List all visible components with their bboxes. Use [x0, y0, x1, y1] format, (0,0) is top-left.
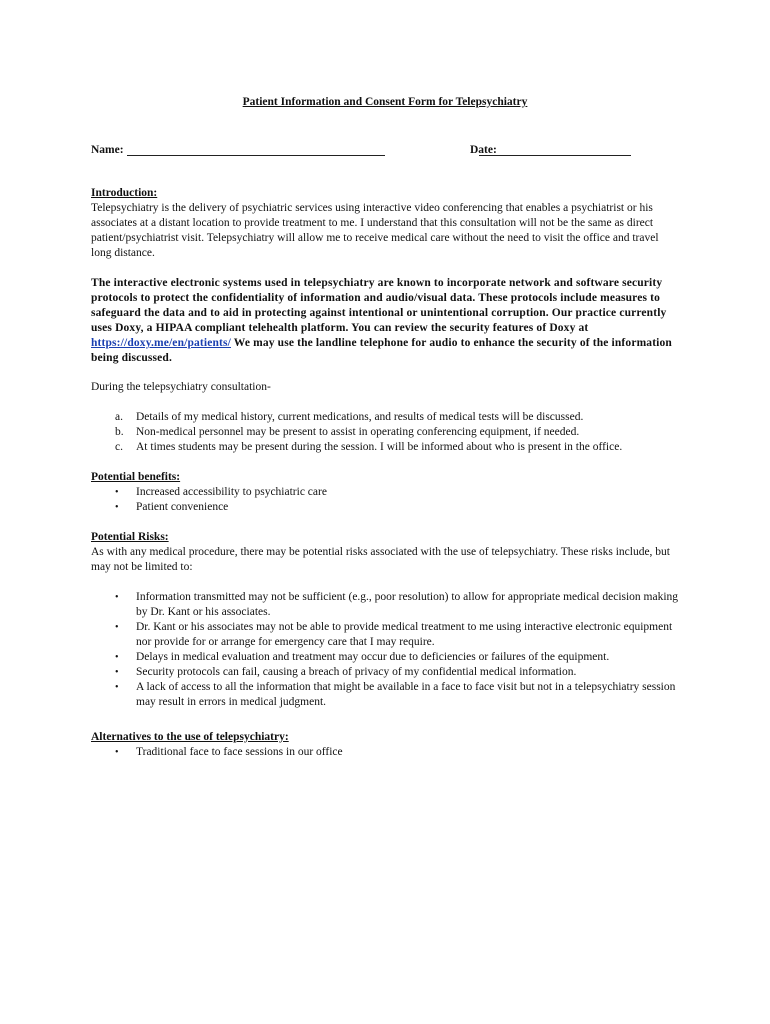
list-item	[91, 410, 681, 425]
security-text-after-link: We may use the landline telephone for audio to enhance the security of the information being discussed.	[91, 337, 672, 364]
list-item	[91, 440, 681, 455]
alternatives-heading: Alternatives to the use of telepsychiatry:	[91, 731, 289, 743]
bullet-icon: •	[115, 502, 119, 513]
list-marker: a.	[115, 411, 123, 423]
list-item-text: A lack of access to all the information that might be available in a face to face visit but not in a telepsychiatry session may result in errors in medical judgment.	[136, 681, 676, 708]
risks-heading: Potential Risks:	[91, 531, 169, 543]
date-label: Date:	[470, 144, 497, 156]
alternatives-section	[91, 730, 681, 760]
list-item-text: Dr. Kant or his associates may not be able to provide medical treatment to me using interactive electronic equipment nor provide for or arrange for emergency care that I may require.	[136, 621, 673, 648]
bullet-icon: •	[115, 682, 119, 693]
list-item	[91, 485, 681, 500]
benefits-section	[91, 470, 681, 515]
bullet-icon: •	[115, 652, 119, 663]
introduction-text: Telepsychiatry is the delivery of psychiatric services using interactive video conferencing that enables a psychiatrist or his associates at a distant location to provide treatment to me. I understand that this consultation will not be the same as direct patient/psychiatrist visit. Telepsychiatry will allow me to receive medical care without the need to visit the office and travel long distance.	[91, 202, 659, 259]
risks-section	[91, 530, 681, 710]
list-item-text: Security protocols can fail, causing a breach of privacy of my confidential medical information.	[136, 666, 577, 678]
benefits-list	[91, 485, 681, 515]
bullet-icon: •	[115, 487, 119, 498]
list-item	[91, 745, 681, 760]
security-text-before-link: The interactive electronic systems used in telepsychiatry are known to incorporate network and software security protocols to protect the confidentiality of information and audio/visual data. These protocols include measures to safeguard the data and to aid in protecting against intentional or unintentional corruption. Our practice currently uses Doxy, a HIPAA compliant telehealth platform. You can review the security features of Doxy at	[91, 277, 667, 334]
bullet-icon: •	[115, 747, 119, 758]
list-item-text: Details of my medical history, current medications, and results of medical tests will be discussed.	[136, 411, 584, 423]
risks-list	[91, 590, 681, 710]
list-item	[91, 650, 681, 665]
date-field-line	[479, 155, 631, 156]
list-item-text: At times students may be present during the session. I will be informed about who is present in the office.	[136, 441, 623, 453]
document-title: Patient Information and Consent Form for Telepsychiatry	[242, 96, 528, 108]
list-item-text: Delays in medical evaluation and treatment may occur due to deficiencies or failures of the equipment.	[136, 651, 610, 663]
list-item-text: Increased accessibility to psychiatric care	[136, 486, 327, 498]
bullet-icon: •	[115, 622, 119, 633]
name-field-line	[127, 155, 385, 156]
introduction-heading: Introduction:	[91, 187, 158, 199]
list-item	[91, 620, 681, 650]
list-item	[91, 425, 681, 440]
list-item	[91, 665, 681, 680]
consultation-intro: During the telepsychiatry consultation-	[91, 381, 271, 393]
list-item-text: Patient convenience	[136, 501, 229, 513]
list-item-text: Information transmitted may not be sufficient (e.g., poor resolution) to allow for appropriate medical decision making by Dr. Kant or his associates.	[136, 591, 679, 618]
alternatives-list	[91, 745, 681, 760]
list-marker: b.	[115, 426, 124, 438]
introduction-section	[91, 186, 681, 261]
bullet-icon: •	[115, 592, 119, 603]
consultation-section	[91, 380, 681, 455]
list-marker: c.	[115, 441, 123, 453]
list-item-text: Traditional face to face sessions in our office	[136, 746, 343, 758]
bullet-icon: •	[115, 667, 119, 678]
list-item-text: Non-medical personnel may be present to assist in operating conferencing equipment, if needed.	[136, 426, 580, 438]
benefits-heading: Potential benefits:	[91, 471, 181, 483]
consultation-list	[91, 410, 681, 455]
risks-intro: As with any medical procedure, there may be potential risks associated with the use of telepsychiatry. These risks include, but may not be limited to:	[91, 546, 670, 573]
list-item	[91, 680, 681, 710]
security-paragraph	[91, 276, 681, 366]
doxy-link[interactable]: https://doxy.me/en/patients/	[91, 337, 231, 349]
name-label: Name:	[91, 144, 124, 156]
list-item	[91, 500, 681, 515]
list-item	[91, 590, 681, 620]
